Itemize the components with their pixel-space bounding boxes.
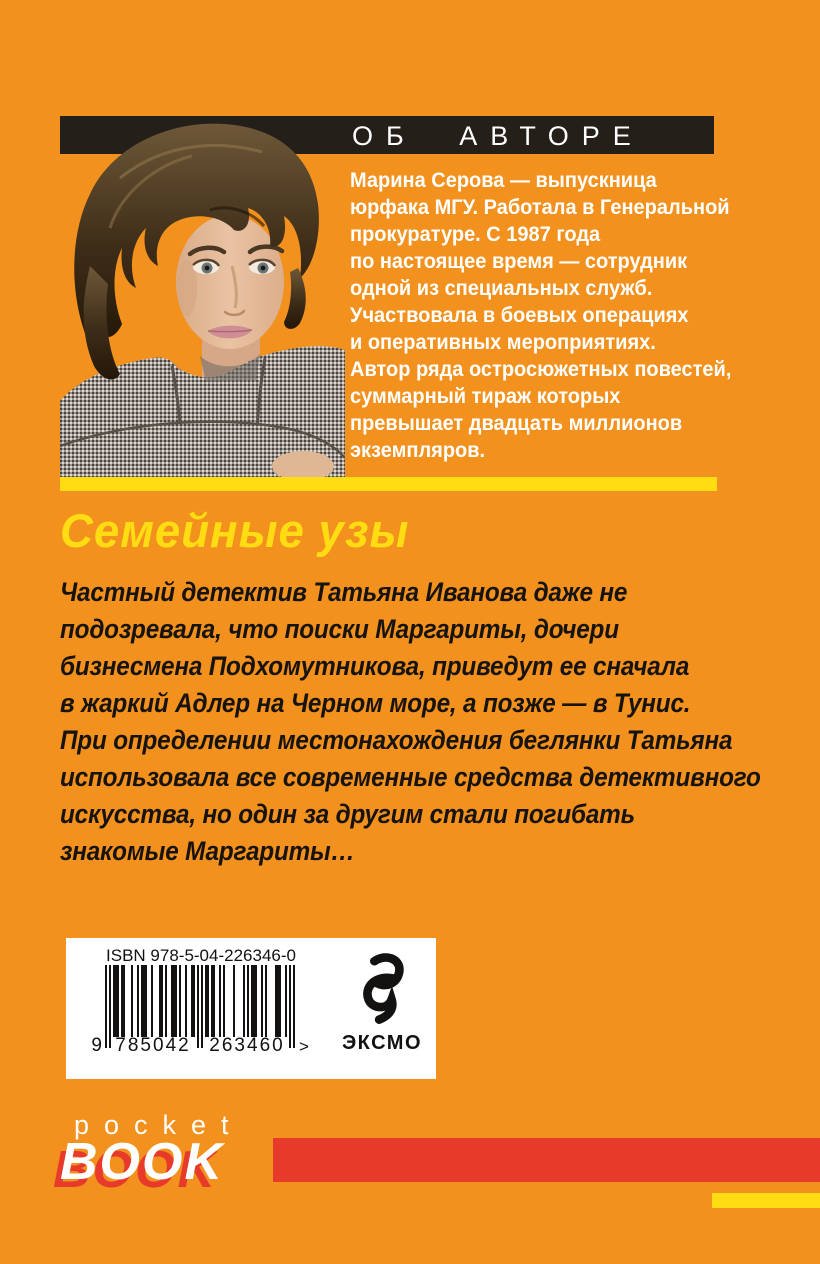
- annotation-line: в жаркий Адлер на Черном море, а позже — в Тунис.: [60, 688, 691, 718]
- book-title: Семейные узы: [60, 504, 410, 557]
- bio-line: Марина Серова — выпускница: [350, 168, 657, 192]
- bio-line: превышает двадцать миллионов: [350, 411, 683, 435]
- brand-pocket: pocket: [74, 1110, 244, 1140]
- isbn-box: [66, 938, 436, 1079]
- bio-line: Участвовала в боевых операциях: [350, 303, 689, 327]
- divider-stripe: [60, 477, 717, 491]
- annotation-line: знакомые Маргариты…: [60, 836, 355, 866]
- barcode-digits-group2: 263460: [209, 1035, 285, 1056]
- about-author-heading: ОБ АВТОРЕ: [352, 121, 644, 151]
- annotation-line: использовала все современные средства детективного: [60, 762, 761, 792]
- bio-line: Автор ряда остросюжетных повестей,: [350, 357, 732, 381]
- red-accent-bar: [273, 1138, 820, 1182]
- annotation-line: подозревала, что поиски Маргариты, дочери: [60, 614, 619, 644]
- annotation-line: При определении местонахождения беглянки Татьяна: [60, 725, 733, 755]
- annotation-line: бизнесмена Подхомутникова, приведут ее сначала: [60, 651, 690, 681]
- bio-line: прокуратуре. С 1987 года: [350, 222, 601, 246]
- publisher-logo: [332, 952, 432, 1055]
- barcode-digits-group1: 785042: [115, 1035, 191, 1056]
- bio-line: юрфака МГУ. Работала в Генеральной: [350, 195, 730, 219]
- isbn-label: ISBN 978-5-04-226346-0: [106, 946, 296, 965]
- bio-line: суммарный тираж которых: [350, 384, 621, 408]
- author-bio: [350, 167, 731, 464]
- annotation-line: искусства, но один за другим стали погибать: [60, 799, 635, 829]
- author-photo: [60, 116, 345, 478]
- brand-book: BOOK: [60, 1133, 224, 1191]
- barcode-end-mark: >: [299, 1037, 309, 1056]
- publisher-name: ЭКСМО: [341, 1032, 423, 1054]
- yellow-accent-bar: [712, 1193, 820, 1208]
- eksmo-swirl-icon: [359, 952, 405, 1026]
- bio-line: экземпляров.: [350, 438, 486, 462]
- book-annotation: [60, 574, 761, 870]
- annotation-line: Частный детектив Татьяна Иванова даже не: [60, 577, 628, 607]
- bio-line: и оперативных мероприятиях.: [350, 330, 656, 354]
- bio-line: одной из специальных служб.: [350, 276, 653, 300]
- bio-line: по настоящее время — сотрудник: [350, 249, 688, 273]
- barcode-digit-prefix: 9: [91, 1035, 102, 1056]
